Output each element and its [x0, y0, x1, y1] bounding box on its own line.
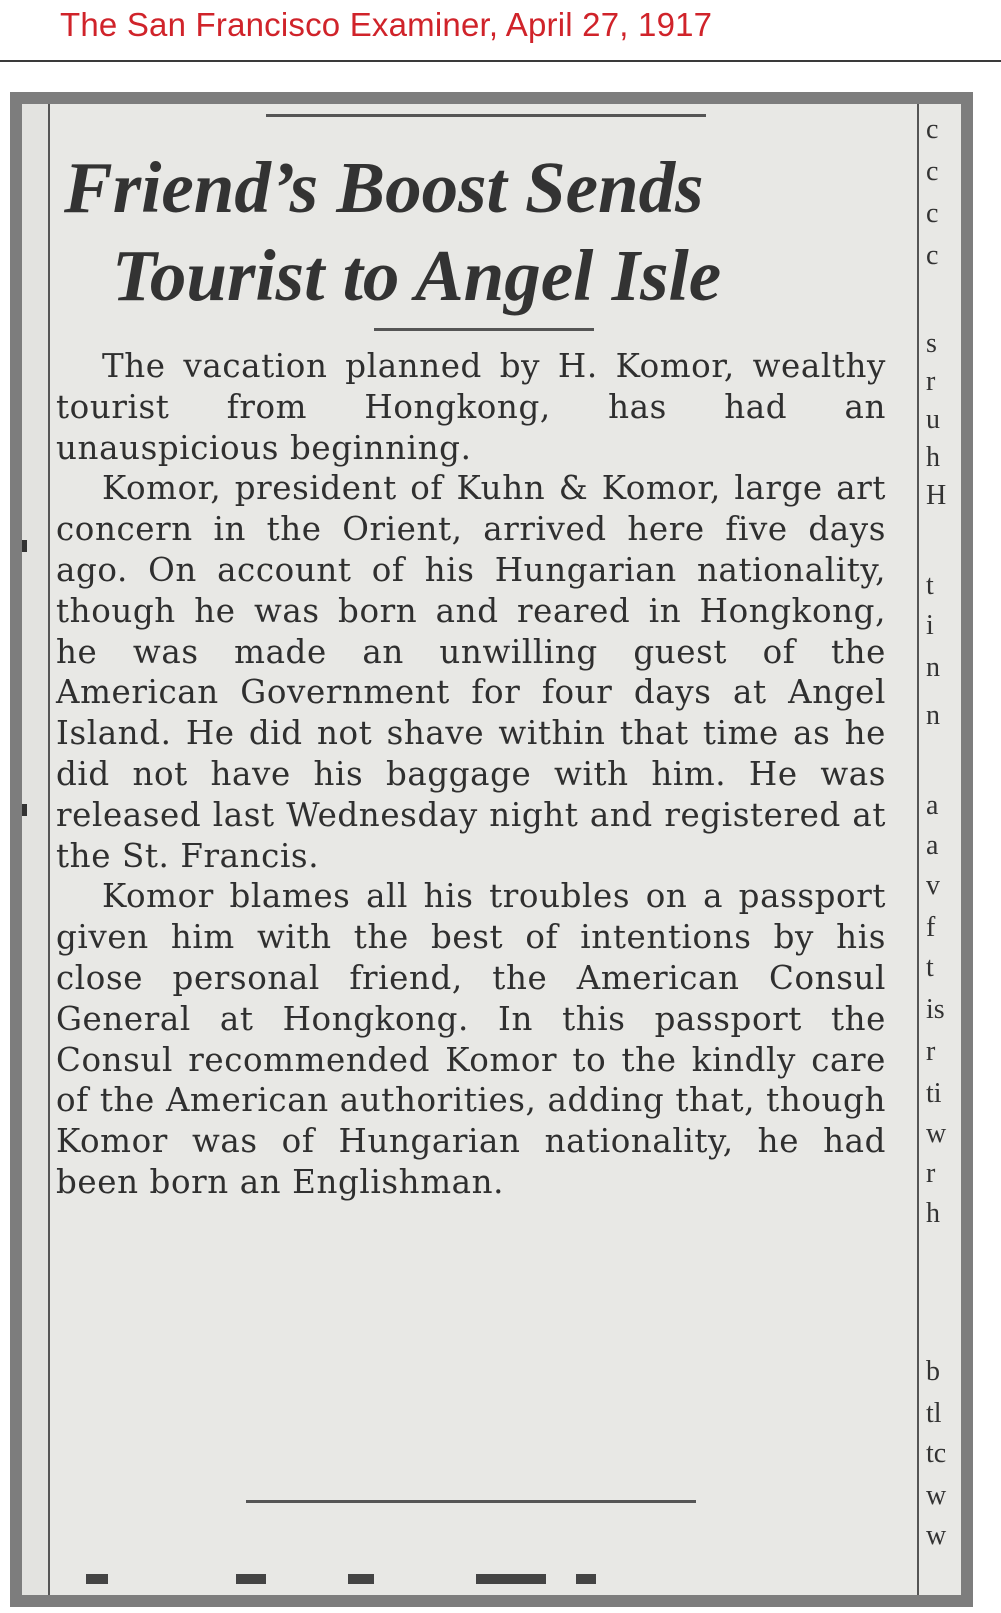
neighbor-fragment: tl	[926, 1398, 942, 1429]
neighbor-fragment: h	[926, 1198, 940, 1229]
next-article-headline-fragment	[56, 1554, 916, 1594]
neighbor-fragment: c	[926, 114, 939, 145]
neighbor-fragment: tc	[926, 1438, 947, 1469]
newspaper-clipping	[22, 104, 961, 1595]
neighbor-fragment: n	[926, 652, 940, 683]
neighbor-fragment: c	[926, 156, 939, 187]
neighbor-fragment: is	[926, 994, 945, 1025]
article-bottom-rule	[246, 1500, 696, 1503]
neighbor-fragment: t	[926, 952, 934, 983]
neighbor-fragment: n	[926, 700, 940, 731]
caption-divider	[0, 60, 1001, 62]
neighbor-fragment: w	[926, 1520, 947, 1551]
neighbor-fragment: u	[926, 404, 940, 435]
neighbor-fragment: a	[926, 790, 939, 821]
neighbor-fragment: c	[926, 240, 939, 271]
neighbor-fragment: w	[926, 1480, 947, 1511]
neighbor-fragment: H	[926, 480, 947, 511]
print-mark	[22, 540, 27, 552]
neighbor-fragment: b	[926, 1356, 940, 1387]
article-top-rule	[266, 114, 706, 117]
neighbor-fragment: v	[926, 870, 940, 901]
neighbor-fragment: i	[926, 610, 934, 641]
neighbor-fragment: t	[926, 570, 934, 601]
adjacent-column-left	[22, 104, 48, 1595]
headline-line-1: Friend’s Boost Sends	[64, 147, 704, 228]
neighbor-fragment: h	[926, 442, 940, 473]
headline	[56, 144, 916, 320]
article-body	[56, 346, 886, 1203]
neighbor-fragment: f	[926, 912, 936, 943]
print-mark	[22, 804, 27, 816]
clipping-source-caption: The San Francisco Examiner, April 27, 1917	[60, 6, 713, 43]
neighbor-fragment: r	[926, 366, 936, 397]
headline-rule	[374, 328, 594, 331]
neighbor-fragment: r	[926, 1036, 936, 1067]
neighbor-fragment: w	[926, 1118, 947, 1149]
adjacent-column-right	[922, 104, 961, 1595]
paragraph-2: Komor, president of Kuhn & Komor, large art concern in the Orient, arrived here five days ago. On account of his Hungarian nationality, though he was born and reared in Hongkong, he was made an unwilling guest of the American Government for four days at Angel Island. He did not shave within that time as he did not have his baggage with him. He was released last Wednesday night and registered at the St. Francis.	[56, 469, 886, 875]
column-rule-right	[917, 104, 919, 1595]
column-rule-left	[48, 104, 50, 1595]
paragraph-1: The vacation planned by H. Komor, wealthy tourist from Hongkong, has had an unauspicious beginning.	[56, 347, 886, 467]
neighbor-fragment: c	[926, 198, 939, 229]
paragraph-3: Komor blames all his troubles on a passport given him with the best of intentions by his close personal friend, the American Consul General at Hongkong. In this passport the Consul recommended Komor to the kindly care of the American authorities, adding that, though Komor was of Hungarian nationality, he had been born an Englishman.	[56, 877, 886, 1201]
headline-line-2: Tourist to Angel Isle	[112, 235, 722, 316]
neighbor-fragment: ti	[926, 1078, 942, 1109]
neighbor-fragment: s	[926, 328, 937, 359]
neighbor-fragment: a	[926, 830, 939, 861]
neighbor-fragment: r	[926, 1158, 936, 1189]
article	[56, 104, 912, 1595]
